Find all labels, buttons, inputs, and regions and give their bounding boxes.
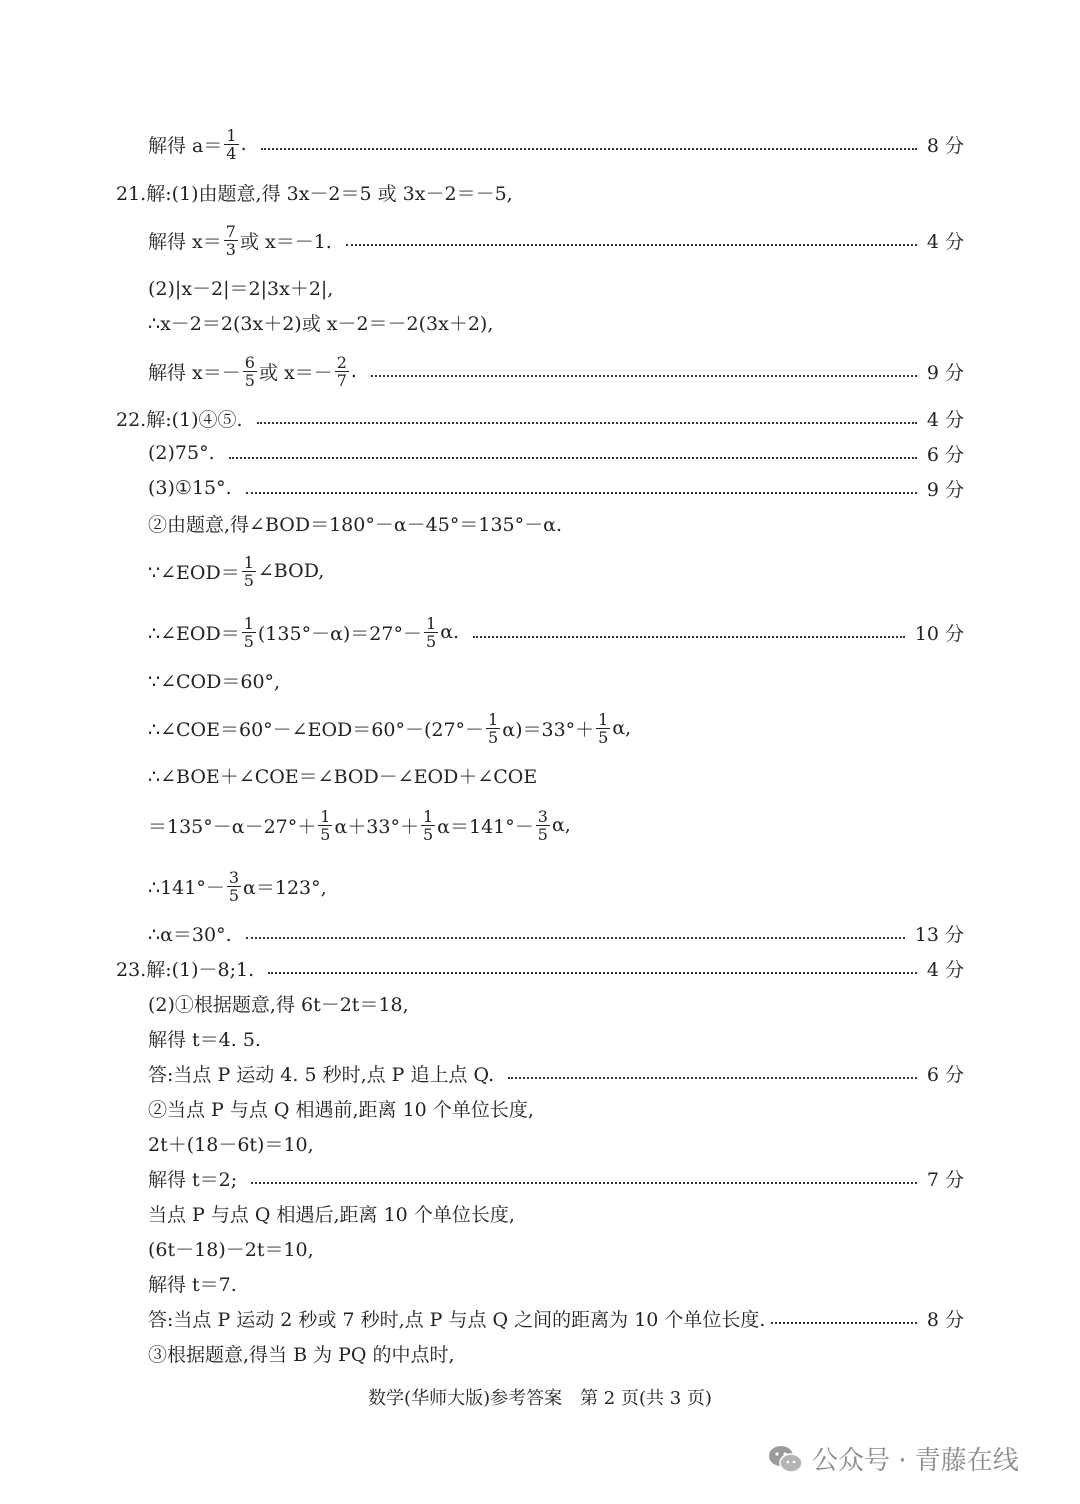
- answer-line: ②由题意,得∠BOD＝180°－α－45°＝135°－α.: [148, 513, 562, 536]
- score: 4 分: [926, 408, 964, 431]
- dot-leader: [229, 457, 917, 459]
- answer-line: 答:当点 P 运动 4. 5 秒时,点 P 追上点 Q. 6 分: [148, 1058, 964, 1088]
- answer-line: 当点 P 与点 Q 相遇后,距离 10 个单位长度,: [148, 1203, 515, 1226]
- fraction: $\frac{7}{3}$: [225, 221, 236, 259]
- wechat-icon: [768, 1444, 804, 1474]
- fraction: $\frac{1}{5}$: [488, 709, 499, 747]
- answer-line: ＝135°－α－27°＋ $\frac{1}{5}$ α＋33°＋ $\frac{1}{5}$ α＝141°－ $\frac{3}{5}$ α,: [148, 806, 571, 844]
- answer-line: ∴α＝30°. 13 分: [148, 918, 964, 948]
- fraction: $\frac{6}{5}$: [244, 352, 255, 390]
- dot-leader: [346, 244, 917, 246]
- score: 8 分: [926, 1308, 964, 1331]
- dot-leader: [246, 937, 905, 939]
- fraction: $\frac{1}{5}$: [426, 613, 437, 651]
- question-heading: 23.解:(1)－8;1. 4 分: [116, 953, 964, 983]
- answer-line: ③根据题意,得当 B 为 PQ 的中点时,: [148, 1343, 455, 1366]
- fraction: $\frac{1}{5}$: [320, 806, 331, 844]
- dot-leader: [251, 1182, 917, 1184]
- answer-line: ∴∠BOE＋∠COE＝∠BOD－∠EOD＋∠COE: [148, 765, 538, 788]
- watermark: [768, 1440, 1019, 1477]
- fraction: $\frac{1}{5}$: [243, 552, 254, 590]
- dot-leader: [371, 375, 917, 377]
- score: 8 分: [926, 134, 964, 157]
- answer-line: ∴∠EOD＝ $\frac{1}{5}$ (135°－α)＝27°－ $\frac{1}{5}$ α. 10 分: [148, 613, 964, 651]
- answer-line: ∴x－2＝2(3x＋2)或 x－2＝－2(3x＋2),: [148, 312, 494, 335]
- page-footer: 数学(华师大版)参考答案 第 2 页(共 3 页): [368, 1388, 712, 1409]
- answer-line: (2)75°. 6 分: [148, 438, 964, 468]
- score: 6 分: [926, 1063, 964, 1086]
- watermark-text: 公众号 · 青藤在线: [812, 1446, 1019, 1476]
- answer-line: 解得 a＝ $\frac{1}{4}$ . 8 分: [148, 125, 964, 163]
- score: 4 分: [926, 958, 964, 981]
- dot-leader: [508, 1077, 917, 1079]
- fraction: $\frac{1}{4}$: [226, 125, 237, 163]
- answer-line: (2)|x－2|＝2|3x＋2|,: [148, 277, 334, 300]
- answer-line: ∴∠COE＝60°－∠EOD＝60°－(27°－ $\frac{1}{5}$ α)＝33°＋ $\frac{1}{5}$ α,: [148, 709, 632, 747]
- score: 6 分: [926, 443, 964, 466]
- answer-line: 解得 x＝－ $\frac{6}{5}$ 或 x＝－ $\frac{2}{7}$ . 9 分: [148, 352, 964, 390]
- answer-line: 解得 x＝ $\frac{7}{3}$ 或 x＝－1. 4 分: [148, 221, 964, 259]
- answer-line: ②当点 P 与点 Q 相遇前,距离 10 个单位长度,: [148, 1098, 534, 1121]
- answer-line: (3)①15°. 9 分: [148, 473, 964, 503]
- answer-line: (2)①根据题意,得 6t－2t＝18,: [148, 993, 409, 1016]
- score: 10 分: [914, 622, 964, 645]
- score: 9 分: [926, 478, 964, 501]
- answer-line: 答:当点 P 运动 2 秒或 7 秒时,点 P 与点 Q 之间的距离为 10 个单位长度. 8 分: [148, 1303, 964, 1333]
- answer-line: 解得 t＝7.: [148, 1273, 237, 1296]
- score: 7 分: [926, 1168, 964, 1191]
- fraction: $\frac{3}{5}$: [537, 806, 548, 844]
- fraction: $\frac{1}{5}$: [422, 806, 434, 844]
- answer-line: ∴141°－ $\frac{3}{5}$ α＝123°,: [148, 867, 327, 905]
- fraction: $\frac{2}{7}$: [336, 352, 347, 390]
- fraction: $\frac{1}{5}$: [598, 709, 609, 747]
- fraction: $\frac{1}{5}$: [243, 613, 254, 651]
- question-heading: 22.解:(1)④⑤. 4 分: [116, 403, 964, 433]
- dot-leader: [246, 492, 917, 494]
- score: 4 分: [926, 230, 964, 253]
- answer-line: 解得 t＝4. 5.: [148, 1028, 261, 1051]
- answer-line: ∵∠EOD＝ $\frac{1}{5}$ ∠BOD,: [148, 552, 325, 590]
- dot-leader: [261, 148, 917, 150]
- dot-leader: [257, 422, 917, 424]
- answer-line: (6t－18)－2t＝10,: [148, 1238, 314, 1261]
- dot-leader: [268, 972, 917, 974]
- answer-line: ∵∠COD＝60°,: [148, 670, 281, 693]
- dot-leader: [771, 1322, 916, 1324]
- answer-line: 2t＋(18－6t)＝10,: [148, 1133, 314, 1156]
- dot-leader: [473, 636, 905, 638]
- fraction: $\frac{3}{5}$: [228, 867, 240, 905]
- answer-line: 解得 t＝2; 7 分: [148, 1163, 964, 1193]
- score: 13 分: [914, 923, 964, 946]
- question-heading: 21.解:(1)由题意,得 3x－2＝5 或 3x－2＝－5,: [116, 182, 513, 205]
- score: 9 分: [926, 361, 964, 384]
